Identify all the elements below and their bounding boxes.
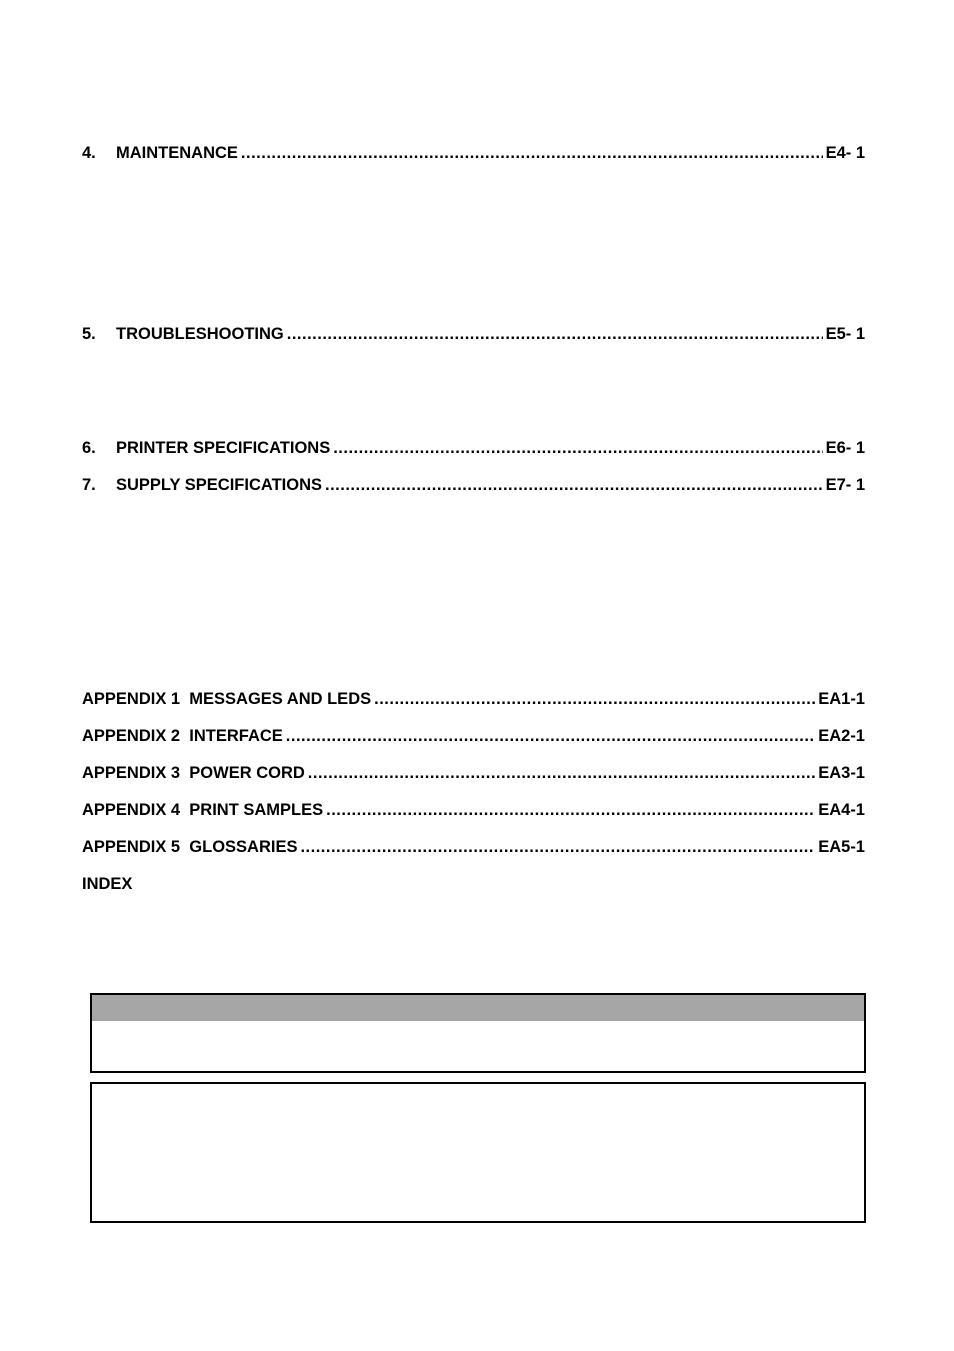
dot-leader — [374, 688, 815, 710]
toc-number: 4. — [82, 144, 96, 162]
dot-leader — [241, 142, 823, 164]
dot-leader — [333, 437, 822, 459]
toc-page: E4- 1 — [825, 144, 865, 162]
dot-leader — [326, 799, 815, 821]
dot-leader — [308, 762, 815, 784]
toc-number: 7. — [82, 476, 96, 494]
toc-title: APPENDIX 5 GLOSSARIES — [82, 838, 298, 856]
toc-title: INDEX — [82, 875, 133, 893]
toc-entry-appendix-3[interactable] — [82, 762, 865, 784]
toc-entry-appendix-4[interactable] — [82, 799, 865, 821]
toc-page: EA5-1 — [818, 838, 865, 856]
dot-leader — [300, 836, 815, 858]
toc-page: EA4-1 — [818, 801, 865, 819]
toc-title: TROUBLESHOOTING — [116, 325, 284, 343]
copyright-box — [90, 1082, 866, 1223]
dot-leader — [286, 725, 815, 747]
toc-title: APPENDIX 2 INTERFACE — [82, 727, 283, 745]
dot-leader — [325, 474, 823, 496]
toc-title: APPENDIX 1 MESSAGES AND LEDS — [82, 690, 372, 708]
toc-title: SUPPLY SPECIFICATIONS — [116, 476, 322, 494]
toc-entry-maintenance[interactable] — [82, 142, 865, 164]
toc-entry-printer-specifications[interactable] — [82, 437, 865, 459]
toc-number: 6. — [82, 439, 96, 457]
toc-entry-appendix-2[interactable] — [82, 725, 865, 747]
toc-page: EA3-1 — [818, 764, 865, 782]
notice-box-body — [90, 1021, 866, 1073]
notice-box-header — [90, 993, 866, 1023]
toc-entry-appendix-1[interactable] — [82, 688, 865, 710]
toc-entry-troubleshooting[interactable] — [82, 323, 865, 345]
toc-page: E6- 1 — [825, 439, 865, 457]
toc-page: EA1-1 — [818, 690, 865, 708]
toc-entry-index[interactable] — [82, 873, 865, 895]
toc-number: 5. — [82, 325, 96, 343]
toc-page: E5- 1 — [825, 325, 865, 343]
toc-title: APPENDIX 3 POWER CORD — [82, 764, 305, 782]
toc-page: EA2-1 — [818, 727, 865, 745]
toc-title: APPENDIX 4 PRINT SAMPLES — [82, 801, 324, 819]
toc-entry-supply-specifications[interactable] — [82, 474, 865, 496]
toc-title: PRINTER SPECIFICATIONS — [116, 439, 331, 457]
toc-title: MAINTENANCE — [116, 144, 238, 162]
dot-leader — [287, 323, 823, 345]
toc-entry-appendix-5[interactable] — [82, 836, 865, 858]
toc-page: E7- 1 — [825, 476, 865, 494]
